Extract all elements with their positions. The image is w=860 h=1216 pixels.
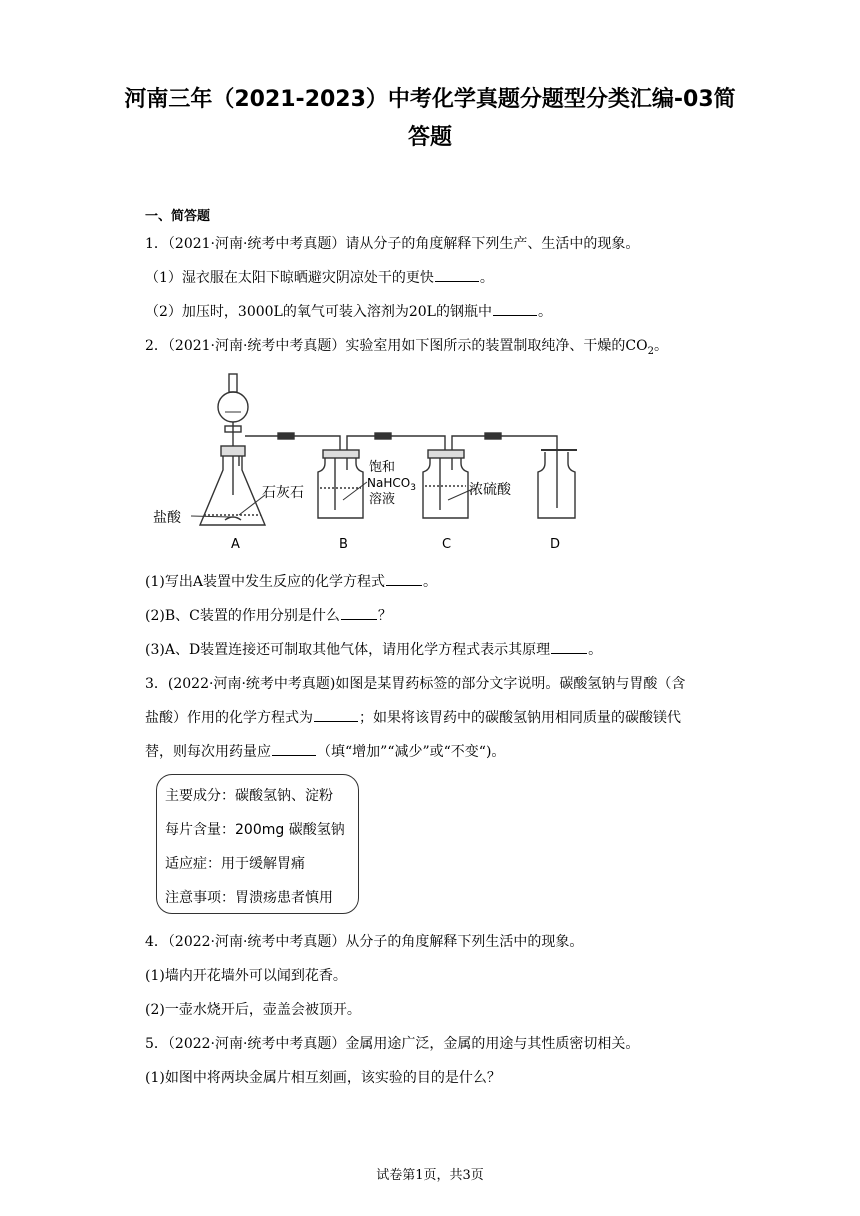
section-heading: 一、简答题 <box>145 209 211 224</box>
document-title-line2: 答题 <box>407 125 452 150</box>
medicine-label-line4: 注意事项：胃溃疡患者慎用 <box>165 890 333 906</box>
medicine-label-box <box>156 774 359 914</box>
q4-part1: (1)墙内开花墙外可以闻到花香。 <box>145 968 347 984</box>
q3-blank-equation[interactable] <box>314 709 358 722</box>
q4-part2: (2)一壶水烧开后，壶盖会被顶开。 <box>145 1002 361 1018</box>
q3-line3: 替，则每次用药量应 （填“增加”“减少”或“不变“)。 <box>145 744 506 760</box>
label-c: C <box>442 537 452 552</box>
medicine-label-line2: 每片含量：200mg 碳酸氢钠 <box>165 822 345 838</box>
q1-part1: （1）湿衣服在太阳下晾晒避灾阴凉处干的更快 。 <box>145 270 494 286</box>
medicine-label-line3: 适应症：用于缓解胃痛 <box>165 856 305 872</box>
q4-stem: 4．（2022·河南·统考中考真题）从分子的角度解释下列生活中的现象。 <box>145 934 584 950</box>
label-b: B <box>339 537 348 552</box>
label-nahco3-b: NaHCO$_3$ <box>367 476 416 493</box>
label-nahco3-a: 饱和 <box>369 460 396 475</box>
q1-part1-blank[interactable] <box>435 269 479 282</box>
apparatus-figure <box>145 360 595 555</box>
page-footer: 试卷第1页，共3页 <box>376 1168 484 1183</box>
q5-stem: 5．（2022·河南·统考中考真题）金属用途广泛，金属的用途与其性质密切相关。 <box>145 1036 640 1052</box>
q3-blank-dosage[interactable] <box>272 743 316 756</box>
separatory-funnel <box>218 392 248 422</box>
q1-part2-blank[interactable] <box>493 303 537 316</box>
document-title-line1: 河南三年（2021-2023）中考化学真题分题型分类汇编-03简 <box>124 87 736 112</box>
q2-stem: 2．（2021·河南·统考中考真题）实验室用如下图所示的装置制取纯净、干燥的$CO_2$。 <box>145 338 668 357</box>
label-hcl: 盐酸 <box>153 510 181 526</box>
q2-part2: (2)B、C装置的作用分别是什么 ？ <box>145 608 392 624</box>
label-d: D <box>550 537 561 552</box>
label-a: A <box>231 537 240 552</box>
label-h2so4: 浓硫酸 <box>469 482 511 498</box>
bottle-b <box>318 455 363 518</box>
q1-stem: 1．（2021·河南·统考中考真题）请从分子的角度解释下列生产、生活中的现象。 <box>145 236 640 252</box>
q2-part1: (1)写出A装置中发生反应的化学方程式 。 <box>145 574 437 590</box>
q2-part3: (3)A、D装置连接还可制取其他气体，请用化学方程式表示其原理 。 <box>145 642 603 658</box>
q3-line2: 盐酸）作用的化学方程式为 ；如果将该胃药中的碳酸氢钠用相同质量的碳酸镁代 <box>145 710 681 726</box>
q2-part2-blank[interactable] <box>341 607 377 620</box>
label-nahco3-c: 溶液 <box>369 492 396 507</box>
q1-part2-text: （2）加压时，3000L的氧气可装入溶剂为20L的钢瓶中 <box>145 304 492 320</box>
q2-part3-blank[interactable] <box>551 641 587 654</box>
label-limestone: 石灰石 <box>262 485 304 501</box>
medicine-label-line1: 主要成分：碳酸氢钠、淀粉 <box>165 788 333 804</box>
q2-part1-blank[interactable] <box>386 573 422 586</box>
q5-part1: (1)如图中将两块金属片相互刻画，该实验的目的是什么？ <box>145 1070 501 1086</box>
q1-part1-text: （1）湿衣服在太阳下晾晒避灾阴凉处干的更快 <box>145 270 434 286</box>
q1-part2: （2）加压时，3000L的氧气可装入溶剂为20L的钢瓶中 。 <box>145 304 552 320</box>
q3-line1: 3．(2022·河南·统考中考真题)如图是某胃药标签的部分文字说明。碳酸氢钠与胃酸（含 <box>145 676 686 692</box>
